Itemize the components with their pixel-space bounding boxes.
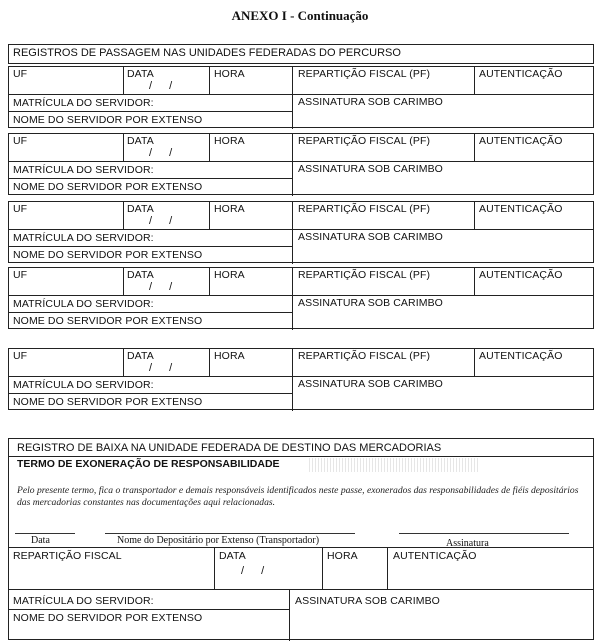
matricula-label: MATRÍCULA DO SERVIDOR:	[13, 379, 154, 391]
autenticacao-label: AUTENTICAÇÃO	[479, 350, 563, 362]
nome-label: NOME DO SERVIDOR POR EXTENSO	[13, 181, 203, 193]
hora-label: HORA	[214, 135, 245, 147]
data-label: DATA	[127, 68, 154, 80]
reparticao-label: REPARTIÇÃO FISCAL (PF)	[298, 350, 431, 362]
registro-block	[8, 66, 594, 128]
registro-block	[8, 201, 594, 263]
assinatura-label: ASSINATURA SOB CARIMBO	[298, 231, 443, 243]
uf-label: UF	[13, 269, 28, 281]
registros-header: REGISTROS DE PASSAGEM NAS UNIDADES FEDERADAS DO PERCURSO	[13, 47, 401, 59]
sig-nome-label: Nome do Depositário por Extenso (Transportador)	[117, 535, 320, 546]
baixa-reparticao-label: REPARTIÇÃO FISCAL	[13, 550, 122, 562]
termo-paragraph: Pelo presente termo, fica o transportador e demais responsáveis identificados neste passe, exonerados das responsabilidades de fiéis depositários das mercadorias constantes nas documentações aqui relacionadas.	[17, 485, 579, 508]
date-slashes: / /	[149, 147, 173, 159]
baixa-data-label: DATA	[219, 550, 246, 562]
date-slashes: / /	[149, 281, 173, 293]
hora-label: HORA	[214, 203, 245, 215]
page-title: ANEXO I - Continuação	[231, 8, 369, 23]
nome-label: NOME DO SERVIDOR POR EXTENSO	[13, 315, 203, 327]
assinatura-label: ASSINATURA SOB CARIMBO	[298, 96, 443, 108]
autenticacao-label: AUTENTICAÇÃO	[479, 68, 563, 80]
reparticao-label: REPARTIÇÃO FISCAL (PF)	[298, 203, 431, 215]
baixa-nome-label: NOME DO SERVIDOR POR EXTENSO	[13, 612, 203, 624]
hora-label: HORA	[214, 350, 245, 362]
date-slashes: / /	[149, 362, 173, 374]
matricula-label: MATRÍCULA DO SERVIDOR:	[13, 97, 154, 109]
nome-label: NOME DO SERVIDOR POR EXTENSO	[13, 114, 203, 126]
reparticao-label: REPARTIÇÃO FISCAL (PF)	[298, 135, 431, 147]
nome-label: NOME DO SERVIDOR POR EXTENSO	[13, 249, 203, 261]
data-label: DATA	[127, 135, 154, 147]
reparticao-label: REPARTIÇÃO FISCAL (PF)	[298, 269, 431, 281]
uf-label: UF	[13, 135, 28, 147]
matricula-label: MATRÍCULA DO SERVIDOR:	[13, 232, 154, 244]
sig-data-label: Data	[31, 535, 50, 546]
autenticacao-label: AUTENTICAÇÃO	[479, 269, 563, 281]
registros-header-box	[8, 44, 594, 64]
registro-block	[8, 348, 594, 410]
baixa-date-slashes: / /	[241, 565, 265, 577]
uf-label: UF	[13, 350, 28, 362]
data-label: DATA	[127, 269, 154, 281]
registro-block	[8, 133, 594, 195]
baixa-hora-label: HORA	[327, 550, 358, 562]
date-slashes: / /	[149, 80, 173, 92]
autenticacao-label: AUTENTICAÇÃO	[479, 135, 563, 147]
data-label: DATA	[127, 350, 154, 362]
assinatura-label: ASSINATURA SOB CARIMBO	[298, 378, 443, 390]
baixa-section	[8, 438, 594, 640]
baixa-header: REGISTRO DE BAIXA NA UNIDADE FEDERADA DE DESTINO DAS MERCADORIAS	[17, 442, 442, 454]
reparticao-label: REPARTIÇÃO FISCAL (PF)	[298, 68, 431, 80]
nome-label: NOME DO SERVIDOR POR EXTENSO	[13, 396, 203, 408]
assinatura-label: ASSINATURA SOB CARIMBO	[298, 163, 443, 175]
baixa-matricula-label: MATRÍCULA DO SERVIDOR:	[13, 595, 154, 607]
baixa-assinatura-label: ASSINATURA SOB CARIMBO	[295, 595, 440, 607]
date-slashes: / /	[149, 215, 173, 227]
data-label: DATA	[127, 203, 154, 215]
baixa-autenticacao-label: AUTENTICAÇÃO	[393, 550, 477, 562]
hora-label: HORA	[214, 68, 245, 80]
uf-label: UF	[13, 203, 28, 215]
assinatura-label: ASSINATURA SOB CARIMBO	[298, 297, 443, 309]
hora-label: HORA	[214, 269, 245, 281]
matricula-label: MATRÍCULA DO SERVIDOR:	[13, 298, 154, 310]
registro-block	[8, 267, 594, 329]
uf-label: UF	[13, 68, 28, 80]
matricula-label: MATRÍCULA DO SERVIDOR:	[13, 164, 154, 176]
sig-assinatura-label: Assinatura	[446, 538, 489, 549]
autenticacao-label: AUTENTICAÇÃO	[479, 203, 563, 215]
termo-exoneracao-title: TERMO DE EXONERAÇÃO DE RESPONSABILIDADE	[17, 458, 280, 470]
